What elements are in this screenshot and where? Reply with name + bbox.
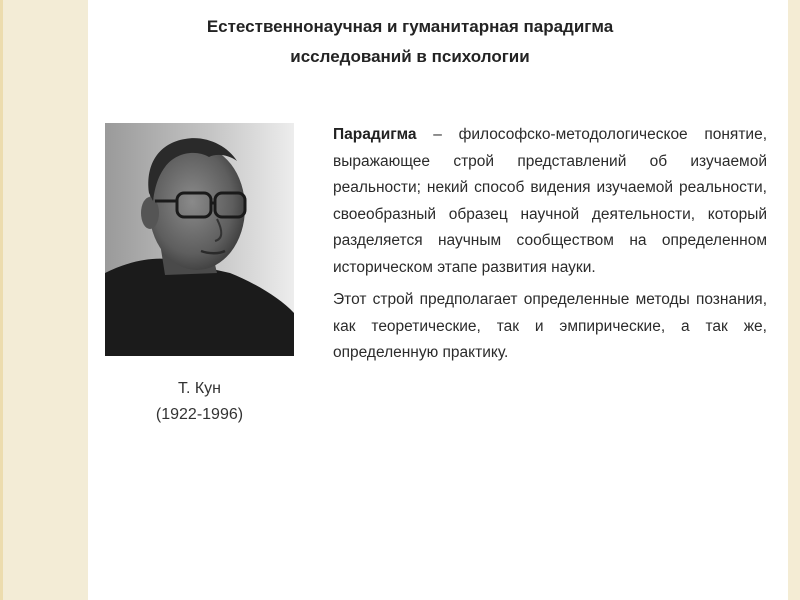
left-decor-stroke	[0, 0, 3, 600]
definition-paragraph	[333, 122, 767, 281]
slide-title	[150, 12, 670, 72]
definition-dash: –	[433, 126, 442, 143]
portrait-caption	[105, 376, 294, 428]
caption-name: Т. Кун	[177, 380, 222, 397]
left-decor-band	[0, 0, 88, 600]
second-paragraph: Этот строй предполагает определенные методы познания, как теоретические, так и эмпирические, а так же, определенную практику.	[333, 291, 767, 361]
title-line-1: Естественнонаучная и гуманитарная парадигма	[206, 17, 614, 36]
definition-term: Парадигма	[333, 126, 417, 143]
right-decor-band	[788, 0, 800, 600]
definition-text: философско-методологическое понятие, выражающее строй представлений об изучаемой реальности; некий способ видения изучаемой реальности, своеобразный образец научной деятельности, который разделяется научным сообществом на определенном историческом этапе развития науки.	[333, 126, 768, 276]
portrait-photo	[105, 123, 294, 356]
title-line-2: исследований в психологии	[290, 47, 530, 66]
caption-years: (1922-1996)	[155, 406, 244, 423]
text-block	[333, 122, 767, 373]
